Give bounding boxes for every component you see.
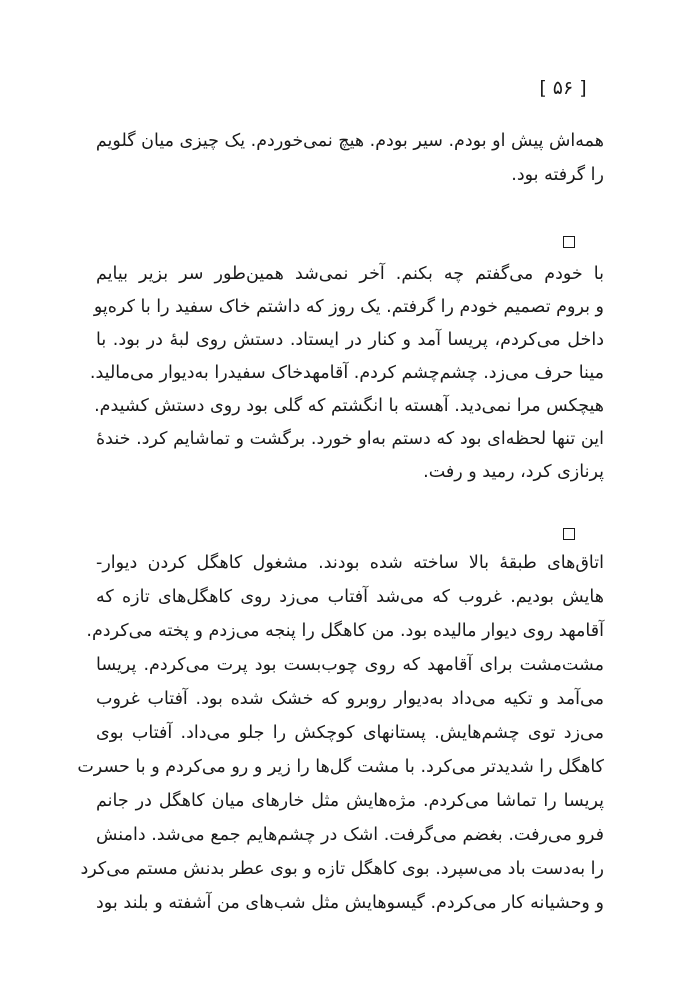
section-break-icon bbox=[563, 236, 575, 248]
text-line: پریسا را تماشا می‌کردم. مژه‌هایش مثل خارهای میان کاهگل در جانم bbox=[96, 791, 604, 811]
text-line: و وحشیانه کار می‌کردم. گیسوهایش مثل شب‌های من آشفته و بلند بود bbox=[96, 893, 604, 913]
paragraph-3 bbox=[77, 546, 604, 920]
paragraph-1 bbox=[96, 124, 604, 192]
text-line: همه‌اش پیش او بودم. سیر بودم. هیچ نمی‌خوردم. یک چیزی میان گلویم bbox=[95, 131, 604, 151]
text-line: می‌آمد و تکیه می‌داد به‌دیوار روبرو که خشک شده بود. آفتاب غروب bbox=[96, 689, 604, 709]
paragraph-2 bbox=[89, 258, 604, 489]
text-line: را به‌دست باد می‌سپرد. بوی کاهگل تازه و بوی عطر بدنش مستم می‌کرد bbox=[80, 859, 604, 879]
text-line: فرو می‌رفت. بغضم می‌گرفت. اشک در چشم‌هایم جمع می‌شد. دامنش bbox=[96, 825, 604, 845]
text-line: هیچکس مرا نمی‌دید. آهسته با انگشتم که گلی بود روی دستش کشیدم. bbox=[94, 396, 604, 416]
text-line: این تنها لحظه‌ای بود که دستم به‌او خورد. برگشت و تماشایم کرد. خندهٔ bbox=[96, 429, 604, 449]
text-line: هایش بودیم. غروب که می‌شد آفتاب می‌زد روی کاهگل‌های تازه که bbox=[96, 587, 604, 607]
text-line: می‌زد توی چشم‌هایش. پستانهای کوچکش را جلو می‌داد. آفتاب بوی bbox=[96, 723, 604, 743]
text-line: را گرفته بود. bbox=[511, 165, 604, 185]
text-line: کاهگل را شدیدتر می‌کرد. با مشت گل‌ها را زیر و رو می‌کردم و با حسرت bbox=[77, 757, 604, 777]
text-line: پرنازی کرد، رمید و رفت. bbox=[423, 462, 604, 482]
text-line: و بروم تصمیم خودم را گرفتم. یک روز که داشتم خاک سفید را با کره‌پو bbox=[93, 297, 604, 317]
section-break-icon bbox=[563, 528, 575, 540]
text-line: با خودم می‌گفتم چه بکنم. آخر نمی‌شد همین‌طور سر بزیر بیایم bbox=[96, 264, 604, 284]
text-line: اتاق‌های طبقهٔ بالا ساخته شده بودند. مشغول کاهگل کردن دیوار- bbox=[96, 553, 604, 573]
text-line: داخل می‌کردم، پریسا آمد و کنار در ایستاد. دستش روی لبهٔ در بود. با bbox=[96, 330, 604, 350]
text-line: مشت‌مشت برای آقامهد که روی چوب‌بست بود پرت می‌کردم. پریسا bbox=[96, 655, 604, 675]
page-number: [ ۵۶ ] bbox=[539, 77, 587, 99]
text-line: مینا حرف می‌زد. چشم‌چشم کردم. آقامهدخاک سفیدرا به‌دیوار می‌مالید. bbox=[89, 363, 604, 383]
text-line: آقامهد روی دیوار مالیده بود. من کاهگل را پنجه می‌زدم و پخته می‌کردم. bbox=[86, 621, 604, 641]
